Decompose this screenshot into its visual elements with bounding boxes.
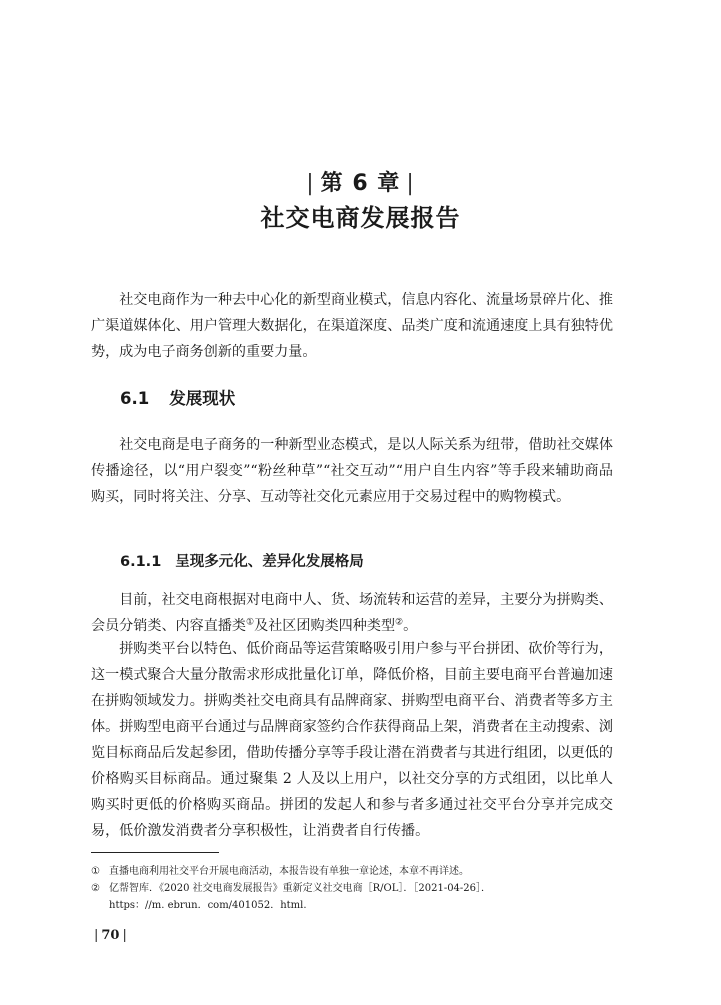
subsection-paragraph-2: 拼购类平台以特色、低价商品等运营策略吸引用户参与平台拼团、砍价等行为，这一模式聚合大量分散需求形成批量化订单，降低价格，目前主要电商平台普遍加速在拼购领域发力。拼购类社交电商具有品牌商家、拼购型电商平台、消费者等多方主体。拼购型电商平台通过与品牌商家签约合作获得商品上架，消费者在主动搜索、浏览目标商品后发起参团，借助传播分享等手段让潜在消费者与其进行组团，以更低的价格购买目标商品。通过聚集 2 人及以上用户，以社交分享的方式组团，以比单人购买时更低的价格购买商品。拼团的发起人和参与者多通过社交平台分享并完成交易，低价激发消费者分享积极性，让消费者自行传播。 bbox=[91, 641, 613, 839]
subsection-number: 6.1.1 bbox=[120, 554, 162, 570]
section-number: 6.1 bbox=[120, 389, 150, 408]
page-number-bar-right: | bbox=[122, 928, 127, 943]
chapter-number bbox=[0, 166, 721, 197]
intro-paragraph: 社交电商作为一种去中心化的新型商业模式，信息内容化、流量场景碎片化、推广渠道媒体化、用户管理大数据化，在渠道深度、品类广度和流通速度上具有独特优势，成为电子商务创新的重要力量。 bbox=[91, 292, 613, 360]
paragraph-text: 。 bbox=[403, 618, 418, 634]
section-title: 发展现状 bbox=[169, 389, 236, 408]
page-number bbox=[91, 928, 130, 943]
subsection-paragraph-1 bbox=[91, 587, 613, 639]
footnote-1 bbox=[91, 863, 651, 880]
footnote-ref-2[interactable]: ② bbox=[395, 617, 404, 628]
chapter-bar-right: | bbox=[406, 171, 415, 196]
footnote-mark: ① bbox=[91, 866, 100, 877]
subsection-heading bbox=[120, 550, 364, 571]
section-heading bbox=[120, 385, 235, 409]
paragraph-text: 目前，社交电商根据对电商中人、货、场流转和运营的差异，主要分为拼购类、会员分销类、内容直播类 bbox=[91, 592, 613, 634]
footnote-text: 亿帮智库．《2020 社交电商发展报告》重新定义社交电商［R/OL］．［2021-04-26］． bbox=[109, 883, 492, 894]
page-number-text: 70 bbox=[101, 928, 120, 943]
footnote-text: 直播电商利用社交平台开展电商活动，本报告设有单独一章论述，本章不再详述。 bbox=[109, 866, 469, 877]
footnote-divider bbox=[91, 852, 219, 853]
footnote-mark: ② bbox=[91, 883, 100, 894]
subsection-title: 呈现多元化、差异化发展格局 bbox=[175, 554, 364, 570]
page-number-bar-left: | bbox=[94, 928, 99, 943]
footnote-2-url[interactable]: https：//m. ebrun．com/401052．html. bbox=[109, 900, 307, 911]
section-paragraph: 社交电商是电子商务的一种新型业态模式，是以人际关系为纽带，借助社交媒体传播途径，以“用户裂变”“粉丝种草”“社交互动”“用户自生内容”等手段来辅助商品购买，同时将关注、分享、互动等社交化元素应用于交易过程中的购物模式。 bbox=[91, 437, 613, 505]
chapter-number-text: 第 6 章 bbox=[320, 171, 401, 196]
footnote-2 bbox=[91, 880, 651, 897]
paragraph-text: 及社区团购类四种类型 bbox=[254, 618, 396, 634]
footnote-ref-1[interactable]: ① bbox=[246, 617, 255, 628]
chapter-bar-left: | bbox=[306, 171, 315, 196]
chapter-title: 社交电商发展报告 bbox=[260, 203, 461, 232]
